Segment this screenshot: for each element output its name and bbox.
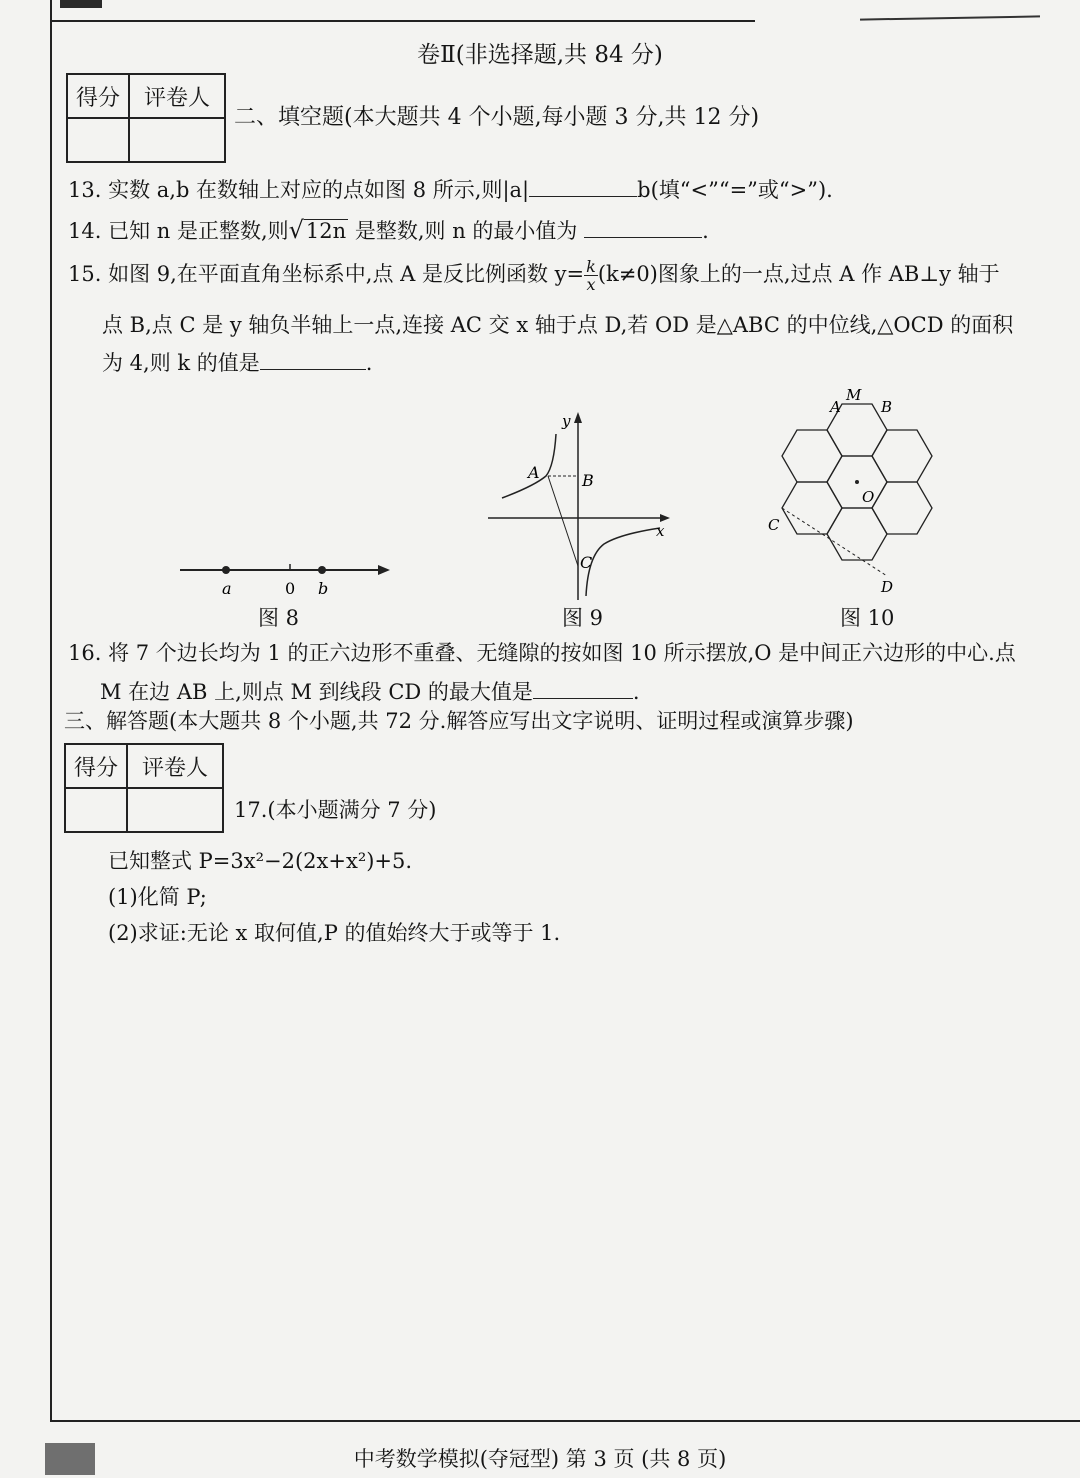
figure-10-caption: 图 10 <box>840 606 895 630</box>
point-b <box>318 566 326 574</box>
hexagon-upper-left <box>782 430 842 482</box>
label-M: M <box>846 386 862 404</box>
center-point <box>855 480 859 484</box>
q15-answer-blank[interactable] <box>260 347 366 370</box>
question-17-part1: (1)化简 P; <box>108 885 207 909</box>
sqrt-sign: √ <box>288 216 304 244</box>
figure-10-hexagons <box>760 384 960 598</box>
label-A: A <box>528 463 540 482</box>
part2-title: 二、填空题(本大题共 4 个小题,每小题 3 分,共 12 分) <box>234 105 760 130</box>
grader-header: 评卷人 <box>127 744 223 788</box>
question-17-title: 17.(本小题满分 7 分) <box>234 798 437 822</box>
hexagon-lower-right <box>872 482 932 534</box>
segment-cd <box>782 508 887 576</box>
label-O: O <box>862 488 875 506</box>
score-header: 得分 <box>65 744 127 788</box>
bottom-rule <box>50 1420 1080 1422</box>
question-13 <box>68 174 833 205</box>
y-axis-arrow-icon <box>574 412 582 423</box>
question-17-part2: (2)求证:无论 x 取何值,P 的值始终大于或等于 1. <box>108 921 561 945</box>
hexagon-upper-right <box>872 430 932 482</box>
label-D: D <box>881 578 894 596</box>
fraction-denominator: x <box>586 275 596 294</box>
grader-cell[interactable] <box>129 118 225 162</box>
x-axis-arrow-icon <box>660 514 670 522</box>
label-B-hex: B <box>881 398 893 416</box>
figure-9-hyperbola <box>484 406 674 602</box>
top-rule-right <box>860 15 1040 20</box>
score-table-2 <box>64 743 224 833</box>
q14-answer-blank[interactable] <box>584 215 702 238</box>
question-15-line2: 点 B,点 C 是 y 轴负半轴上一点,连接 AC 交 x 轴于点 D,若 OD 是△ABC 的中位线,△OCD 的面积 <box>102 313 1014 337</box>
label-b: b <box>318 579 329 598</box>
q13-text-a: 13. 实数 a,b 在数轴上对应的点如图 8 所示,则|a| <box>68 178 530 202</box>
arrow-icon <box>378 565 390 575</box>
q14-text-b: 是整数,则 n 的最小值为 <box>354 219 578 243</box>
q14-text-a: 14. 已知 n 是正整数,则 <box>68 219 289 243</box>
question-15-line3: 为 4,则 k 的值是 . <box>102 347 372 378</box>
q15-line1-b: (k≠0)图象上的一点,过点 A 作 AB⊥y 轴于 <box>597 262 1000 286</box>
q15-line1-a: 15. 如图 9,在平面直角坐标系中,点 A 是反比例函数 y= <box>68 262 585 286</box>
figure-8-caption: 图 8 <box>258 606 300 630</box>
q15-line3-text: 为 4,则 k 的值是 <box>102 351 260 375</box>
segment-ac <box>548 476 578 566</box>
q13-text-b: b(填“<”“=”或“>”). <box>637 178 833 202</box>
score-cell[interactable] <box>65 788 127 832</box>
fraction-numerator: k <box>586 257 596 276</box>
q16-line2-text: M 在边 AB 上,则点 M 到线段 CD 的最大值是 <box>100 680 533 704</box>
question-15-line1 <box>68 258 1000 293</box>
question-14: 14. 已知 n 是正整数,则√12n 是整数,则 n 的最小值为 . <box>68 216 709 244</box>
figure-8-number-line <box>170 550 410 600</box>
page-border-left <box>50 0 52 1420</box>
label-x: x <box>656 522 665 540</box>
label-A-hex: A <box>830 398 841 416</box>
score-table <box>66 73 226 163</box>
part3-title: 三、解答题(本大题共 8 个小题,共 72 分.解答应写出文字说明、证明过程或演算步骤) <box>64 709 854 733</box>
point-a <box>222 566 230 574</box>
figure-9-caption: 图 9 <box>562 606 604 630</box>
q13-answer-blank[interactable] <box>529 174 637 197</box>
question-16-line1: 16. 将 7 个边长均为 1 的正六边形不重叠、无缝隙的按如图 10 所示摆放,O 是中间正六边形的中心.点 <box>68 641 1016 665</box>
label-y: y <box>562 412 571 430</box>
score-header: 得分 <box>67 74 129 118</box>
hexagon-lower-left <box>782 482 842 534</box>
fraction-k-over-x <box>584 258 598 293</box>
question-17-stem: 已知整式 P=3x²−2(2x+x²)+5. <box>108 849 413 873</box>
label-C-hex: C <box>768 516 780 534</box>
page-footer: 中考数学模拟(夺冠型) 第 3 页 (共 8 页) <box>353 1447 727 1471</box>
grader-cell[interactable] <box>127 788 223 832</box>
q16-answer-blank[interactable] <box>533 676 633 699</box>
hexagon-bottom <box>827 508 887 560</box>
q14-radicand: 12n <box>305 219 347 243</box>
hyperbola-branch-lower <box>586 528 660 596</box>
label-C: C <box>580 553 593 572</box>
grader-header: 评卷人 <box>129 74 225 118</box>
label-zero: 0 <box>285 579 296 598</box>
label-a: a <box>222 579 232 598</box>
top-rule <box>50 20 755 22</box>
score-cell[interactable] <box>67 118 129 162</box>
corner-mark <box>60 0 102 8</box>
question-16-line2: M 在边 AB 上,则点 M 到线段 CD 的最大值是 . <box>100 676 640 707</box>
label-B: B <box>582 471 594 490</box>
section-title: 卷Ⅱ(非选择题,共 84 分) <box>417 42 663 68</box>
